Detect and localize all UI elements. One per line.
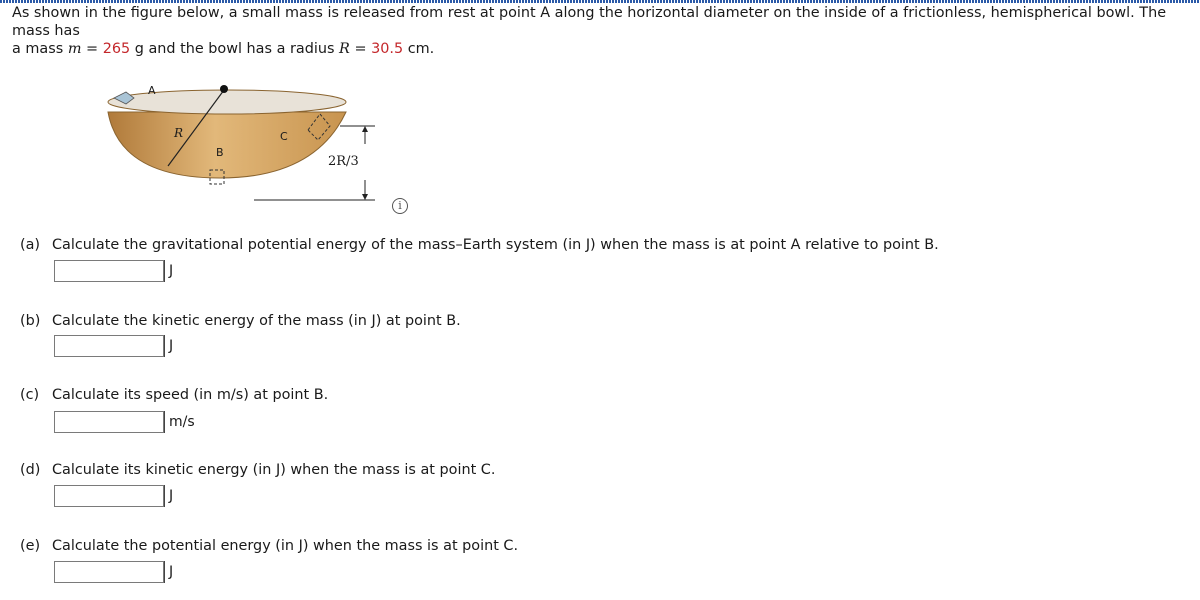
- equals-sign: =: [81, 41, 103, 57]
- answer-input-d[interactable]: [54, 485, 164, 507]
- problem-line-1: As shown in the figure below, a small mass is released from rest at point A along the horizontal diameter on the inside of a frictionless, hemispherical bowl. The mass has: [12, 5, 1167, 39]
- answer-input-c[interactable]: [54, 411, 164, 433]
- unit-label: J: [164, 561, 173, 583]
- label-r: R: [174, 126, 184, 140]
- top-border: [0, 0, 1200, 3]
- answer-row-b: [54, 335, 173, 357]
- mass-unit-text: g and the bowl has a radius: [130, 41, 340, 57]
- question-e: [20, 537, 518, 555]
- question-label: (c): [20, 387, 40, 403]
- label-b: B: [216, 146, 224, 159]
- question-c: [20, 386, 328, 404]
- question-label: (b): [20, 313, 41, 329]
- bowl-rim: [108, 90, 346, 114]
- question-b: [20, 312, 461, 330]
- height-arrow-up-head: [362, 126, 368, 132]
- question-text: Calculate the kinetic energy of the mass (in J) at point B.: [52, 313, 461, 329]
- label-a: A: [148, 84, 156, 97]
- label-height: 2R/3: [328, 154, 359, 169]
- radius-variable: R: [339, 41, 350, 57]
- question-a: [20, 236, 939, 254]
- question-text: Calculate the potential energy (in J) when the mass is at point C.: [52, 538, 519, 554]
- unit-label: m/s: [164, 411, 195, 433]
- question-text: Calculate the gravitational potential energy of the mass–Earth system (in J) when the mass is at point A relative to point B.: [52, 237, 939, 253]
- equals-sign: =: [349, 41, 372, 57]
- answer-row-e: [54, 561, 173, 583]
- radius-unit-text: cm.: [403, 41, 435, 57]
- mass-value: 265: [102, 41, 131, 57]
- unit-label: J: [164, 260, 173, 282]
- bowl-body: [108, 112, 346, 178]
- question-text: Calculate its speed (in m/s) at point B.: [52, 387, 329, 403]
- problem-text: a mass: [12, 41, 68, 57]
- mass-variable: m: [67, 41, 82, 57]
- unit-label: J: [164, 335, 173, 357]
- label-c: C: [280, 130, 288, 143]
- question-label: (d): [20, 462, 41, 478]
- radius-value: 30.5: [371, 41, 404, 57]
- answer-row-a: [54, 260, 173, 282]
- question-label: (e): [20, 538, 41, 554]
- question-text: Calculate its kinetic energy (in J) when the mass is at point C.: [52, 462, 496, 478]
- unit-label: J: [164, 485, 173, 507]
- answer-row-d: [54, 485, 173, 507]
- bowl-center-dot: [220, 85, 228, 93]
- problem-statement: [12, 4, 1197, 58]
- height-arrow-down-head: [362, 194, 368, 200]
- problem-line-2: [12, 40, 1197, 58]
- answer-input-a[interactable]: [54, 260, 164, 282]
- info-icon[interactable]: i: [392, 198, 408, 214]
- question-label: (a): [20, 237, 41, 253]
- answer-row-c: [54, 411, 195, 433]
- bowl-figure: [100, 70, 430, 220]
- answer-input-b[interactable]: [54, 335, 164, 357]
- answer-input-e[interactable]: [54, 561, 164, 583]
- question-d: [20, 461, 495, 479]
